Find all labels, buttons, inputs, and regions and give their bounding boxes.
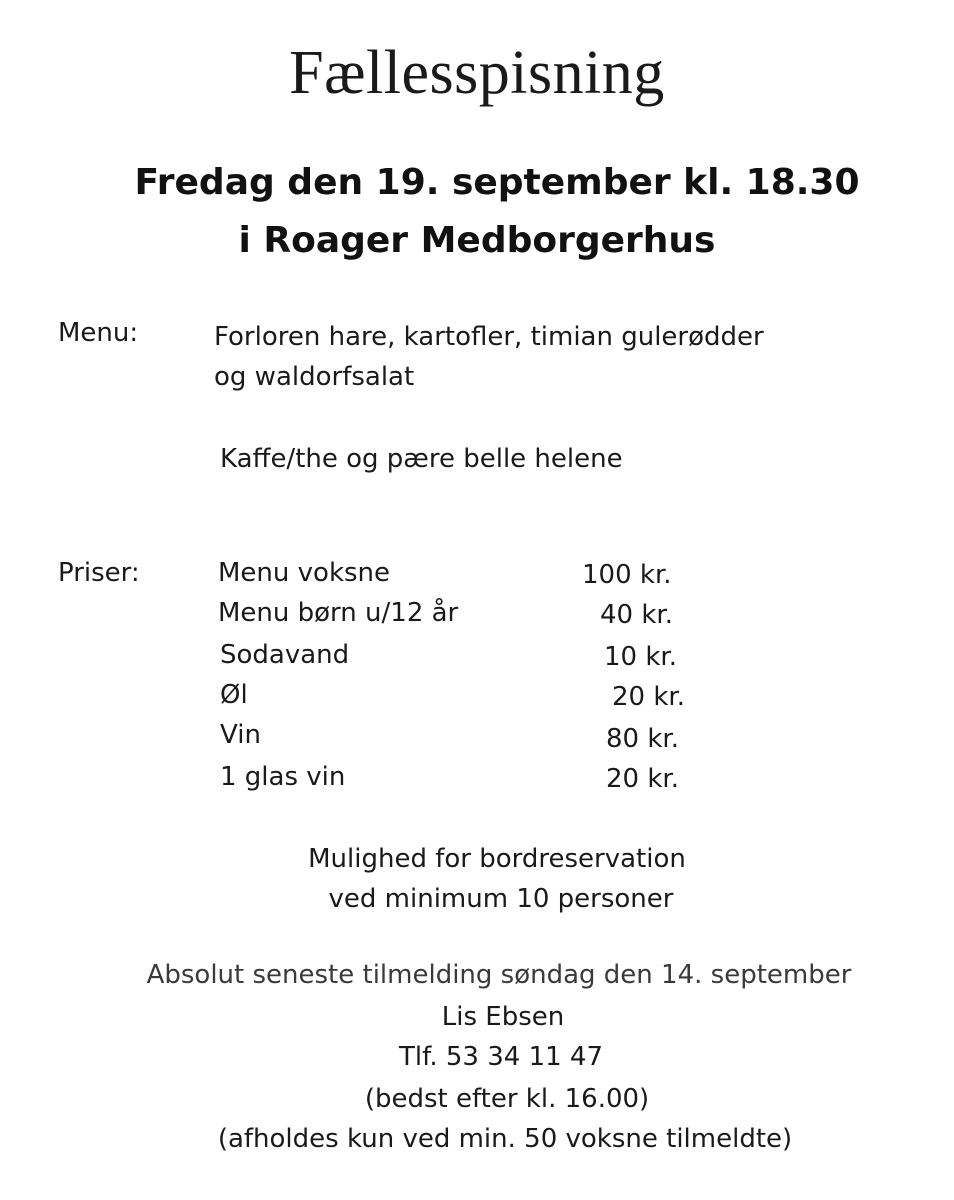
event-date: Fredag den 19. september kl. 18.30 bbox=[134, 162, 860, 203]
prices-label: Priser: bbox=[58, 558, 140, 588]
price-item-name: Menu børn u/12 år bbox=[218, 598, 459, 628]
price-item-value: 20 kr. bbox=[612, 682, 685, 712]
reservation-line-2: ved minimum 10 personer bbox=[328, 884, 674, 914]
menu-label: Menu: bbox=[58, 318, 139, 348]
price-item-name: 1 glas vin bbox=[220, 762, 346, 792]
price-item-value: 100 kr. bbox=[582, 560, 672, 590]
menu-line-3: Kaffe/the og pære belle helene bbox=[220, 444, 623, 474]
menu-line-2: og waldorfsalat bbox=[214, 362, 415, 392]
price-item-name: Vin bbox=[220, 720, 261, 750]
page-title: Fællesspisning bbox=[289, 39, 665, 107]
reservation-line-1: Mulighed for bordreservation bbox=[308, 844, 686, 874]
contact-name: Lis Ebsen bbox=[441, 1002, 565, 1032]
price-item-value: 40 kr. bbox=[600, 600, 673, 630]
event-place: i Roager Medborgerhus bbox=[238, 220, 716, 261]
price-item-value: 20 kr. bbox=[606, 764, 679, 794]
price-item-value: 80 kr. bbox=[606, 724, 679, 754]
menu-line-1: Forloren hare, kartofler, timian gulerødder bbox=[214, 322, 764, 352]
signup-deadline: Absolut seneste tilmelding søndag den 14. september bbox=[146, 960, 852, 990]
price-item-name: Sodavand bbox=[220, 640, 350, 670]
price-item-name: Øl bbox=[220, 680, 248, 710]
price-item-value: 10 kr. bbox=[604, 642, 677, 672]
contact-best-time: (bedst efter kl. 16.00) bbox=[364, 1084, 650, 1114]
minimum-condition: (afholdes kun ved min. 50 voksne tilmeldte) bbox=[217, 1124, 793, 1154]
contact-phone: Tlf. 53 34 11 47 bbox=[398, 1042, 604, 1072]
price-item-name: Menu voksne bbox=[218, 558, 391, 588]
